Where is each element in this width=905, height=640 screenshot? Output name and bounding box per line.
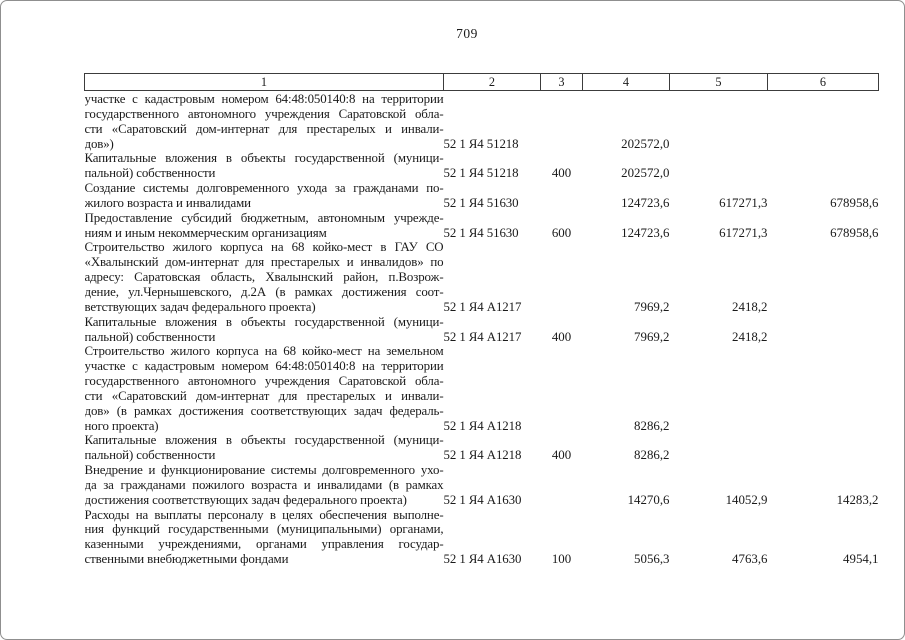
- row-classification-code: 52 1 Я4 А1217: [443, 299, 522, 314]
- description-lines: [85, 181, 444, 211]
- description-line: Капитальные вложения в объекты государственной (муници-: [84, 433, 444, 448]
- table-row: [85, 433, 879, 463]
- row-description: [85, 91, 444, 152]
- description-lines: [85, 508, 444, 567]
- description-line: Капитальные вложения в объекты государственной (муници-: [84, 314, 444, 329]
- row-amount-col6: [768, 151, 879, 181]
- table-row: [85, 315, 879, 345]
- table-row: [85, 344, 879, 433]
- row-expense-type-code: 600: [551, 225, 572, 240]
- row-amount-col4: 5056,3: [634, 552, 670, 567]
- row-amount-col5: [670, 91, 768, 152]
- description-lines: [85, 240, 444, 314]
- row-description: [85, 211, 444, 241]
- row-classification-code: 52 1 Я4 51630: [443, 195, 519, 210]
- row-amount-col5: 4763,6: [732, 552, 768, 567]
- row-expense-type-code: 400: [551, 448, 572, 463]
- description-line: Создание системы долговременного ухода за гражданами по-: [84, 181, 444, 196]
- table-row: [85, 211, 879, 241]
- row-expense-type-code: 400: [551, 166, 572, 181]
- column-header-1: 1: [85, 74, 444, 91]
- description-line: Расходы на выплаты персоналу в целях обеспечения выполне-: [84, 507, 444, 522]
- row-expense-type-code: 400: [551, 329, 572, 344]
- description-line: «Хвалынский дом-интернат для престарелых и инвалидов» по: [84, 255, 444, 270]
- row-expense-type-code: [541, 181, 583, 211]
- description-line: ния функций государственными (муниципальными) органами,: [84, 522, 444, 537]
- row-amount-col6: [768, 433, 879, 463]
- description-line: да за гражданами пожилого возраста и инвалидами (в рамках: [84, 477, 444, 492]
- table-row: [85, 508, 879, 567]
- budget-table: [84, 73, 879, 567]
- column-header-2: 2: [444, 74, 541, 91]
- description-line: ственными внебюджетными фондами: [84, 552, 289, 567]
- description-line: пальной) собственности: [84, 448, 216, 463]
- column-header-4: 4: [583, 74, 670, 91]
- row-expense-type-code: [541, 344, 583, 433]
- row-amount-col4: 7969,2: [634, 329, 670, 344]
- row-amount-col6: [768, 91, 879, 152]
- description-line: пальной) собственности: [84, 329, 216, 344]
- row-amount-col4: 124723,6: [621, 225, 670, 240]
- description-line: дение, ул.Чернышевского, д.2А (в рамках достижения соот-: [84, 284, 444, 299]
- row-expense-type-code: 100: [551, 552, 572, 567]
- row-description: [85, 151, 444, 181]
- row-classification-code: 52 1 Я4 51630: [443, 225, 519, 240]
- row-expense-type-code: [541, 91, 583, 152]
- table-row: [85, 91, 879, 152]
- description-line: Внедрение и функционирование системы долговременного ухо-: [84, 463, 444, 478]
- description-line: участке с кадастровым номером 64:48:050140:8 на территории: [84, 92, 444, 106]
- page-number: 709: [456, 26, 478, 41]
- description-lines: [85, 463, 444, 508]
- description-lines: [85, 92, 444, 151]
- table-row: [85, 463, 879, 508]
- row-amount-col4: 14270,6: [627, 492, 670, 507]
- row-description: [85, 240, 444, 314]
- description-lines: [85, 151, 444, 181]
- description-line: достижения соответствующих задач федерального проекта): [84, 492, 407, 507]
- row-description: [85, 433, 444, 463]
- row-amount-col4: 124723,6: [621, 195, 670, 210]
- column-header-3: 3: [541, 74, 583, 91]
- row-amount-col6: [768, 344, 879, 433]
- table-row: [85, 181, 879, 211]
- row-classification-code: 52 1 Я4 А1630: [443, 492, 522, 507]
- row-amount-col5: 2418,2: [732, 299, 768, 314]
- description-lines: [85, 344, 444, 433]
- row-classification-code: 52 1 Я4 А1630: [443, 552, 522, 567]
- description-line: ного проекта): [84, 418, 159, 433]
- row-expense-type-code: [541, 463, 583, 508]
- column-header-6: 6: [768, 74, 879, 91]
- row-classification-code: 52 1 Я4 51218: [443, 166, 519, 181]
- description-lines: [85, 211, 444, 241]
- row-amount-col5: 14052,9: [725, 492, 768, 507]
- row-amount-col6: 4954,1: [843, 552, 879, 567]
- description-line: государственного автономного учреждения Саратовской обла-: [84, 374, 444, 389]
- row-amount-col5: 617271,3: [719, 225, 768, 240]
- row-classification-code: 52 1 Я4 А1217: [443, 329, 522, 344]
- row-amount-col4: 7969,2: [634, 299, 670, 314]
- description-lines: [85, 433, 444, 463]
- row-description: [85, 463, 444, 508]
- row-classification-code: 52 1 Я4 А1218: [443, 418, 522, 433]
- row-amount-col6: 678958,6: [830, 225, 879, 240]
- row-amount-col4: 202572,0: [621, 166, 670, 181]
- row-amount-col5: 2418,2: [732, 329, 768, 344]
- row-amount-col6: 678958,6: [830, 195, 879, 210]
- row-amount-col6: [768, 315, 879, 345]
- row-amount-col4: 202572,0: [621, 136, 670, 151]
- table-row: [85, 151, 879, 181]
- row-amount-col5: [670, 344, 768, 433]
- row-description: [85, 315, 444, 345]
- table-header-row: [85, 74, 879, 91]
- row-expense-type-code: [541, 240, 583, 314]
- description-line: пальной) собственности: [84, 166, 216, 181]
- column-header-5: 5: [670, 74, 768, 91]
- table-row: [85, 240, 879, 314]
- description-lines: [85, 315, 444, 345]
- table-body: [85, 91, 879, 568]
- row-classification-code: 52 1 Я4 А1218: [443, 448, 522, 463]
- description-line: государственного автономного учреждения Саратовской обла-: [84, 106, 444, 121]
- row-description: [85, 508, 444, 567]
- description-line: Капитальные вложения в объекты государственной (муници-: [84, 151, 444, 166]
- description-line: Строительство жилого корпуса на 68 койко-мест на земельном: [84, 344, 444, 359]
- row-description: [85, 181, 444, 211]
- description-line: ниям и иным некоммерческим организациям: [84, 225, 327, 240]
- description-line: сти «Саратовский дом-интернат для престарелых и инвали-: [84, 121, 444, 136]
- description-line: казенными учреждениями, органами управления государ-: [84, 537, 444, 552]
- row-classification-code: 52 1 Я4 51218: [443, 136, 519, 151]
- description-line: дов» (в рамках достижения соответствующих задач федераль-: [84, 403, 444, 418]
- row-amount-col6: 14283,2: [836, 492, 879, 507]
- description-line: ветствующих задач федерального проекта): [84, 299, 316, 314]
- row-amount-col5: [670, 433, 768, 463]
- row-amount-col5: 617271,3: [719, 195, 768, 210]
- row-amount-col6: [768, 240, 879, 314]
- row-amount-col5: [670, 151, 768, 181]
- row-description: [85, 344, 444, 433]
- description-line: участке с кадастровым номером 64:48:050140:8 на территории: [84, 359, 444, 374]
- description-line: сти «Саратовский дом-интернат для престарелых и инвали-: [84, 388, 444, 403]
- row-amount-col4: 8286,2: [634, 448, 670, 463]
- description-line: Предоставление субсидий бюджетным, автономным учрежде-: [84, 210, 444, 225]
- description-line: дов»): [84, 136, 114, 151]
- row-amount-col4: 8286,2: [634, 418, 670, 433]
- description-line: адресу: Саратовская область, Хвалынский район, п.Возрож-: [84, 270, 444, 285]
- description-line: жилого возраста и инвалидами: [84, 195, 251, 210]
- description-line: Строительство жилого корпуса на 68 койко-мест в ГАУ СО: [84, 240, 444, 255]
